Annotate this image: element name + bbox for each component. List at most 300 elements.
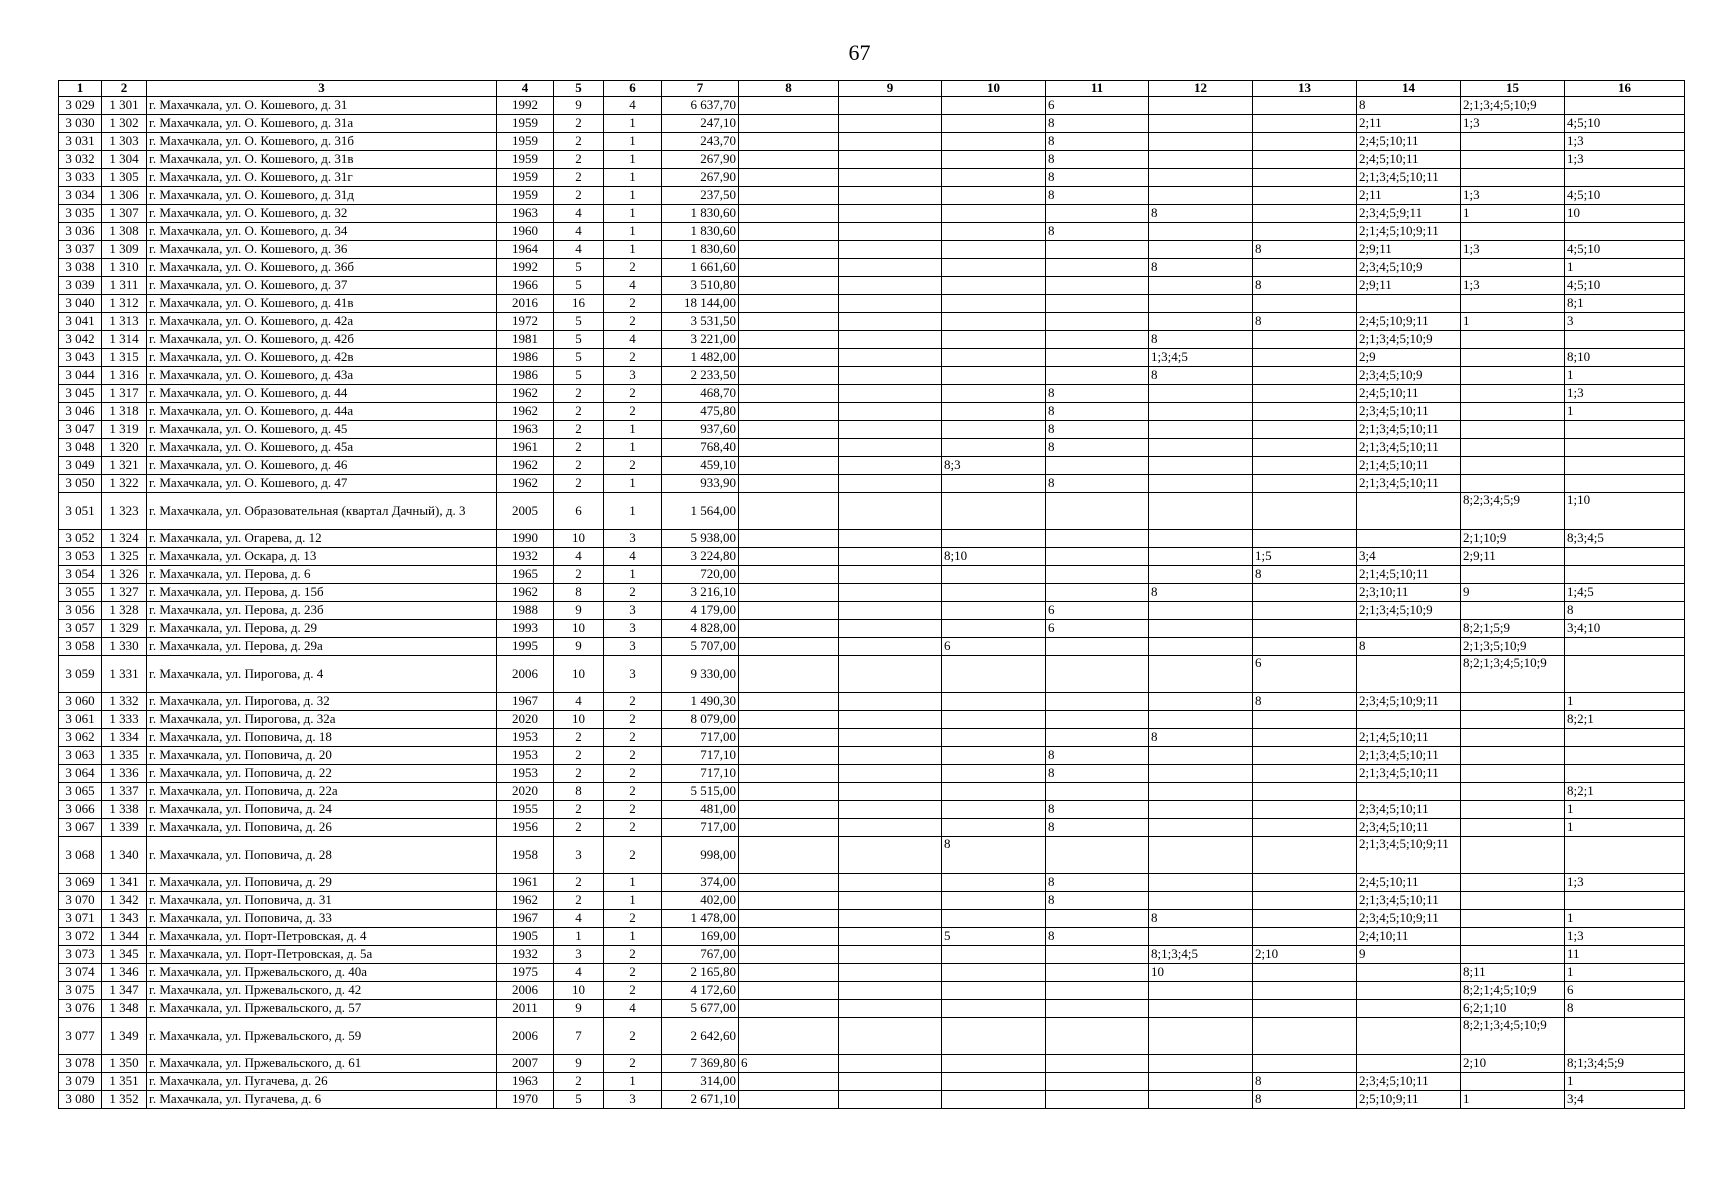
table-cell: [739, 747, 839, 765]
table-cell: 1: [604, 566, 662, 584]
table-cell: 6: [1046, 97, 1149, 115]
table-cell: 3 040: [59, 295, 102, 313]
table-cell: 1;3: [1565, 385, 1685, 403]
table-cell: 1 349: [102, 1018, 147, 1055]
table-cell: [942, 169, 1046, 187]
table-cell: [942, 982, 1046, 1000]
table-cell: [839, 946, 942, 964]
table-cell: 1 312: [102, 295, 147, 313]
table-cell: 3: [604, 656, 662, 693]
table-cell: 267,90: [662, 151, 739, 169]
table-cell: [942, 783, 1046, 801]
table-row: [59, 638, 1685, 656]
table-cell: 2;3;4;5;10;11: [1357, 1073, 1461, 1091]
table-cell: 1: [1565, 819, 1685, 837]
table-row: [59, 457, 1685, 475]
table-cell: [1149, 837, 1253, 874]
table-cell: 2 165,80: [662, 964, 739, 982]
table-cell: 4: [554, 205, 604, 223]
table-cell: 3;4;10: [1565, 620, 1685, 638]
table-cell: [1253, 421, 1357, 439]
table-cell: г. Махачкала, ул. О. Кошевого, д. 31в: [147, 151, 497, 169]
table-cell: [1357, 711, 1461, 729]
table-cell: 3 047: [59, 421, 102, 439]
table-cell: 8;2;3;4;5;9: [1461, 493, 1565, 530]
table-cell: 2: [604, 403, 662, 421]
table-cell: 2006: [497, 656, 554, 693]
table-cell: 2: [554, 566, 604, 584]
table-cell: [1253, 620, 1357, 638]
table-cell: [1046, 349, 1149, 367]
table-cell: [1253, 1055, 1357, 1073]
table-cell: [1461, 223, 1565, 241]
table-cell: [1149, 819, 1253, 837]
table-cell: [1253, 205, 1357, 223]
table-cell: г. Махачкала, ул. О. Кошевого, д. 41в: [147, 295, 497, 313]
table-cell: 2: [554, 187, 604, 205]
table-cell: [1149, 97, 1253, 115]
table-cell: [1565, 747, 1685, 765]
table-cell: [942, 747, 1046, 765]
table-cell: 1 311: [102, 277, 147, 295]
table-cell: [1149, 295, 1253, 313]
table-cell: 1 490,30: [662, 693, 739, 711]
table-cell: [739, 946, 839, 964]
table-cell: 1 310: [102, 259, 147, 277]
table-cell: [942, 946, 1046, 964]
table-cell: 3 076: [59, 1000, 102, 1018]
table-cell: 3 037: [59, 241, 102, 259]
table-cell: 1 337: [102, 783, 147, 801]
table-cell: [1253, 403, 1357, 421]
table-cell: [1357, 964, 1461, 982]
table-cell: г. Махачкала, ул. О. Кошевого, д. 32: [147, 205, 497, 223]
table-row: [59, 819, 1685, 837]
table-cell: 1 830,60: [662, 241, 739, 259]
table-row: [59, 349, 1685, 367]
table-cell: 8: [1149, 259, 1253, 277]
table-cell: [739, 620, 839, 638]
table-cell: [942, 602, 1046, 620]
table-cell: г. Махачкала, ул. О. Кошевого, д. 47: [147, 475, 497, 493]
table-cell: 1975: [497, 964, 554, 982]
table-cell: 267,90: [662, 169, 739, 187]
table-cell: 4: [604, 97, 662, 115]
table-cell: 1: [604, 892, 662, 910]
table-cell: 1986: [497, 367, 554, 385]
table-cell: 3 043: [59, 349, 102, 367]
table-cell: [739, 439, 839, 457]
table-cell: [1253, 151, 1357, 169]
table-cell: 8: [1149, 205, 1253, 223]
table-cell: [839, 801, 942, 819]
table-cell: 2;1;3;5;10;9: [1461, 638, 1565, 656]
table-cell: 1 331: [102, 656, 147, 693]
table-cell: 2;11: [1357, 187, 1461, 205]
table-cell: 2;4;10;11: [1357, 928, 1461, 946]
table-cell: 2006: [497, 1018, 554, 1055]
table-cell: г. Махачкала, ул. Пржевальского, д. 57: [147, 1000, 497, 1018]
table-cell: [839, 367, 942, 385]
table-cell: 2: [554, 729, 604, 747]
table-cell: [1461, 475, 1565, 493]
table-cell: [1565, 331, 1685, 349]
table-cell: [739, 277, 839, 295]
table-cell: г. Махачкала, ул. Перова, д. 29: [147, 620, 497, 638]
table-cell: [1149, 530, 1253, 548]
table-cell: [839, 421, 942, 439]
table-cell: [739, 711, 839, 729]
table-cell: [1046, 1000, 1149, 1018]
table-cell: 2: [554, 892, 604, 910]
table-cell: 2: [554, 115, 604, 133]
table-cell: 5: [554, 313, 604, 331]
table-cell: г. Махачкала, ул. Пирогова, д. 32: [147, 693, 497, 711]
table-cell: 10: [554, 982, 604, 1000]
table-row: [59, 964, 1685, 982]
table-cell: 4: [604, 548, 662, 566]
table-cell: [1046, 367, 1149, 385]
table-cell: г. Махачкала, ул. Перова, д. 29а: [147, 638, 497, 656]
table-cell: [1461, 819, 1565, 837]
table-cell: 2006: [497, 982, 554, 1000]
table-cell: 468,70: [662, 385, 739, 403]
table-cell: [942, 765, 1046, 783]
table-cell: [1461, 874, 1565, 892]
table-cell: 1962: [497, 403, 554, 421]
table-cell: 6: [554, 493, 604, 530]
table-cell: [1461, 892, 1565, 910]
table-cell: [1565, 656, 1685, 693]
table-cell: [1149, 475, 1253, 493]
table-cell: 8: [1046, 747, 1149, 765]
table-cell: [1565, 548, 1685, 566]
table-cell: 1 347: [102, 982, 147, 1000]
table-cell: [1253, 295, 1357, 313]
table-cell: 2;3;4;5;10;9;11: [1357, 693, 1461, 711]
table-cell: [1149, 783, 1253, 801]
table-cell: 2;1;3;4;5;10;9;11: [1357, 837, 1461, 874]
table-cell: [942, 133, 1046, 151]
table-cell: 3: [604, 638, 662, 656]
table-cell: 1: [604, 1073, 662, 1091]
table-cell: 8: [1046, 223, 1149, 241]
table-cell: 3 073: [59, 946, 102, 964]
table-cell: [839, 656, 942, 693]
table-row: [59, 439, 1685, 457]
column-header: 10: [942, 81, 1046, 97]
table-cell: 10: [1149, 964, 1253, 982]
table-cell: 475,80: [662, 403, 739, 421]
table-cell: [942, 439, 1046, 457]
table-cell: 1959: [497, 115, 554, 133]
table-cell: 8: [1046, 115, 1149, 133]
table-cell: 3: [604, 602, 662, 620]
table-cell: [839, 403, 942, 421]
table-cell: [1253, 457, 1357, 475]
table-cell: 6: [1046, 620, 1149, 638]
table-cell: 1955: [497, 801, 554, 819]
table-cell: 1 307: [102, 205, 147, 223]
table-cell: [1149, 1055, 1253, 1073]
table-cell: 717,00: [662, 819, 739, 837]
table-cell: [942, 313, 1046, 331]
table-cell: [1253, 97, 1357, 115]
table-cell: 2;3;4;5;10;9: [1357, 259, 1461, 277]
table-cell: 1: [1565, 910, 1685, 928]
table-cell: [739, 693, 839, 711]
table-cell: 1;3: [1461, 277, 1565, 295]
table-row: [59, 892, 1685, 910]
table-cell: 2: [604, 837, 662, 874]
table-row: [59, 421, 1685, 439]
table-cell: 2;10: [1461, 1055, 1565, 1073]
table-cell: [1253, 819, 1357, 837]
table-cell: 8;10: [1565, 349, 1685, 367]
table-cell: [839, 115, 942, 133]
table-cell: [1253, 892, 1357, 910]
table-cell: [942, 115, 1046, 133]
table-cell: [1149, 493, 1253, 530]
table-cell: 8;11: [1461, 964, 1565, 982]
table-cell: 10: [1565, 205, 1685, 223]
table-cell: 3 048: [59, 439, 102, 457]
table-cell: 4: [554, 223, 604, 241]
table-cell: 2: [554, 439, 604, 457]
table-cell: 4: [604, 1000, 662, 1018]
table-cell: [1357, 783, 1461, 801]
table-cell: 3 067: [59, 819, 102, 837]
table-cell: [1149, 1000, 1253, 1018]
table-cell: 1993: [497, 620, 554, 638]
table-cell: 2: [554, 475, 604, 493]
table-cell: 2: [554, 747, 604, 765]
table-cell: [839, 457, 942, 475]
table-cell: [942, 819, 1046, 837]
table-row: [59, 620, 1685, 638]
table-cell: [1046, 946, 1149, 964]
table-cell: [1149, 1091, 1253, 1109]
table-cell: 4;5;10: [1565, 241, 1685, 259]
table-cell: 1 339: [102, 819, 147, 837]
table-cell: 1962: [497, 892, 554, 910]
table-cell: [739, 982, 839, 1000]
table-cell: [1046, 295, 1149, 313]
table-cell: 1 326: [102, 566, 147, 584]
table-cell: [839, 783, 942, 801]
table-row: [59, 313, 1685, 331]
table-cell: г. Махачкала, ул. Порт-Петровская, д. 5а: [147, 946, 497, 964]
table-cell: 937,60: [662, 421, 739, 439]
table-cell: [739, 783, 839, 801]
table-cell: 2: [554, 801, 604, 819]
table-cell: г. Махачкала, ул. О. Кошевого, д. 45: [147, 421, 497, 439]
table-cell: 1 830,60: [662, 205, 739, 223]
table-cell: [1149, 566, 1253, 584]
table-cell: [1461, 946, 1565, 964]
table-cell: [1253, 910, 1357, 928]
table-cell: [1253, 729, 1357, 747]
table-cell: [942, 331, 1046, 349]
table-cell: 767,00: [662, 946, 739, 964]
table-cell: 1 322: [102, 475, 147, 493]
table-cell: [1461, 169, 1565, 187]
table-cell: [1253, 259, 1357, 277]
column-header: 14: [1357, 81, 1461, 97]
table-cell: [942, 801, 1046, 819]
table-cell: 2;1;3;4;5;10;11: [1357, 169, 1461, 187]
table-cell: 3 050: [59, 475, 102, 493]
table-cell: 1905: [497, 928, 554, 946]
table-cell: 4 828,00: [662, 620, 739, 638]
table-cell: [839, 548, 942, 566]
table-cell: [942, 295, 1046, 313]
table-cell: [739, 295, 839, 313]
table-cell: 2: [604, 1018, 662, 1055]
table-cell: [1149, 765, 1253, 783]
table-cell: г. Махачкала, ул. Порт-Петровская, д. 4: [147, 928, 497, 946]
table-row: [59, 602, 1685, 620]
table-cell: 2: [604, 783, 662, 801]
table-cell: [839, 1091, 942, 1109]
table-cell: 1 321: [102, 457, 147, 475]
table-cell: г. Махачкала, ул. О. Кошевого, д. 42а: [147, 313, 497, 331]
table-cell: [942, 1000, 1046, 1018]
table-cell: 1 303: [102, 133, 147, 151]
table-cell: 8: [1565, 1000, 1685, 1018]
table-cell: 8 079,00: [662, 711, 739, 729]
table-row: [59, 187, 1685, 205]
table-cell: [1565, 892, 1685, 910]
table-row: [59, 403, 1685, 421]
table-cell: 8: [1046, 421, 1149, 439]
table-cell: 5 515,00: [662, 783, 739, 801]
table-cell: [1461, 566, 1565, 584]
table-cell: 1: [1461, 313, 1565, 331]
column-header: 11: [1046, 81, 1149, 97]
table-cell: 2: [554, 819, 604, 837]
table-cell: [1357, 295, 1461, 313]
table-cell: 3 531,50: [662, 313, 739, 331]
table-cell: г. Махачкала, ул. О. Кошевого, д. 31б: [147, 133, 497, 151]
table-cell: г. Махачкала, ул. О. Кошевого, д. 31г: [147, 169, 497, 187]
table-cell: 8: [1253, 566, 1357, 584]
table-cell: 1963: [497, 1073, 554, 1091]
table-cell: [739, 602, 839, 620]
table-cell: 717,10: [662, 747, 739, 765]
register-table: [58, 80, 1685, 1109]
table-cell: 3 062: [59, 729, 102, 747]
table-row: [59, 277, 1685, 295]
table-cell: [1046, 313, 1149, 331]
table-cell: 2: [604, 964, 662, 982]
table-cell: 4;5;10: [1565, 277, 1685, 295]
table-row: [59, 295, 1685, 313]
table-cell: [739, 964, 839, 982]
table-cell: 1;3: [1565, 928, 1685, 946]
table-cell: [1253, 747, 1357, 765]
table-cell: 1972: [497, 313, 554, 331]
table-cell: 4;5;10: [1565, 187, 1685, 205]
table-cell: [1253, 982, 1357, 1000]
table-cell: [942, 693, 1046, 711]
table-cell: г. Махачкала, ул. Образовательная (квартал Дачный), д. 3: [147, 493, 497, 530]
table-cell: 2;3;4;5;10;11: [1357, 819, 1461, 837]
table-cell: 3 055: [59, 584, 102, 602]
table-cell: 2: [604, 385, 662, 403]
table-cell: 1: [1565, 801, 1685, 819]
table-cell: 3: [554, 946, 604, 964]
table-cell: [739, 1018, 839, 1055]
table-cell: 8: [1149, 367, 1253, 385]
table-cell: [1046, 729, 1149, 747]
table-cell: [942, 964, 1046, 982]
table-cell: 8: [1149, 729, 1253, 747]
table-cell: 3 056: [59, 602, 102, 620]
table-cell: [839, 729, 942, 747]
table-cell: 3 046: [59, 403, 102, 421]
table-cell: [1253, 1000, 1357, 1018]
table-cell: [942, 620, 1046, 638]
table-cell: 2: [554, 403, 604, 421]
table-cell: 1962: [497, 584, 554, 602]
table-row: [59, 385, 1685, 403]
table-cell: [1149, 151, 1253, 169]
table-cell: [1565, 837, 1685, 874]
table-cell: 8;3: [942, 457, 1046, 475]
table-cell: 2;1;3;4;5;10;9: [1461, 97, 1565, 115]
table-cell: [1253, 837, 1357, 874]
table-cell: [739, 928, 839, 946]
table-cell: 1 317: [102, 385, 147, 403]
table-cell: [942, 187, 1046, 205]
table-cell: 8: [1046, 892, 1149, 910]
table-cell: 933,90: [662, 475, 739, 493]
table-cell: 2;1;3;4;5;10;11: [1357, 439, 1461, 457]
table-cell: [1565, 1018, 1685, 1055]
table-cell: 1;10: [1565, 493, 1685, 530]
table-cell: 1959: [497, 133, 554, 151]
table-cell: г. Махачкала, ул. Поповича, д. 18: [147, 729, 497, 747]
table-cell: 4: [554, 548, 604, 566]
table-cell: 1 309: [102, 241, 147, 259]
table-cell: 2: [604, 457, 662, 475]
table-cell: 1;3: [1565, 151, 1685, 169]
table-cell: г. Махачкала, ул. О. Кошевого, д. 37: [147, 277, 497, 295]
table-cell: 6 637,70: [662, 97, 739, 115]
table-cell: [1565, 475, 1685, 493]
table-cell: [1046, 259, 1149, 277]
table-cell: [739, 187, 839, 205]
table-cell: [1149, 187, 1253, 205]
table-cell: 1932: [497, 946, 554, 964]
table-cell: 6: [1253, 656, 1357, 693]
table-cell: [839, 277, 942, 295]
table-cell: 8;1: [1565, 295, 1685, 313]
table-cell: 1 320: [102, 439, 147, 457]
table-cell: 2: [604, 801, 662, 819]
table-cell: 3 049: [59, 457, 102, 475]
table-cell: 374,00: [662, 874, 739, 892]
table-cell: [1461, 295, 1565, 313]
column-header: 7: [662, 81, 739, 97]
table-cell: [739, 801, 839, 819]
table-cell: [1149, 241, 1253, 259]
table-cell: [739, 403, 839, 421]
table-cell: 3 072: [59, 928, 102, 946]
table-cell: [739, 115, 839, 133]
table-cell: [1565, 421, 1685, 439]
